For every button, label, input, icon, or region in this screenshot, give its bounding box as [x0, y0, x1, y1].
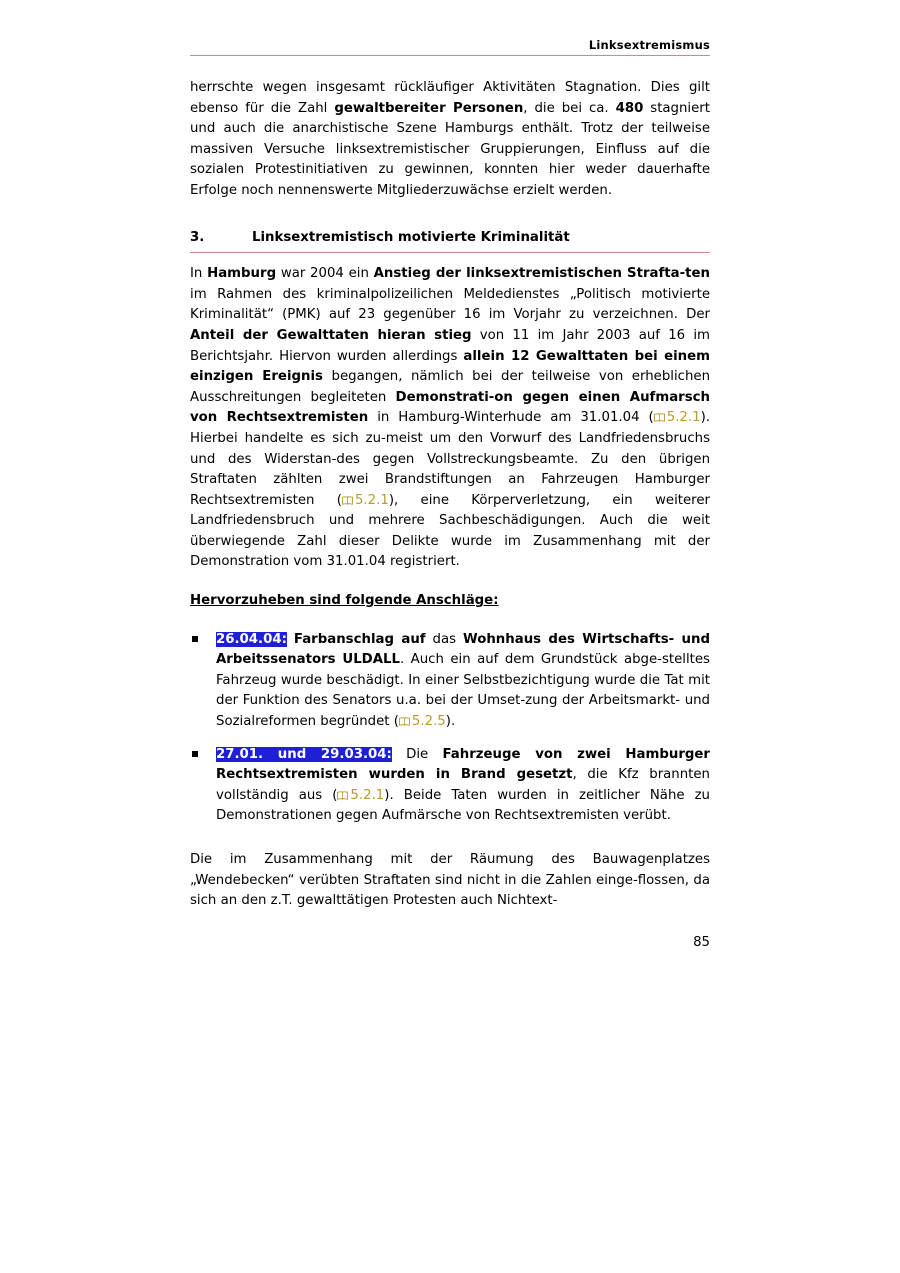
spacer: [190, 612, 710, 630]
item1-text-2: das: [425, 631, 463, 647]
subheading: Hervorzuheben sind folgende Anschläge:: [190, 593, 499, 609]
body-paragraph: [190, 264, 710, 573]
spacer: [190, 253, 710, 264]
body-bold-1: Hamburg: [207, 266, 277, 282]
item1-text-4: ).: [445, 714, 456, 730]
cross-reference-1[interactable]: [654, 410, 701, 425]
item1-text-3: . Auch ein auf dem Grundstück abge-stelltes Fahrzeug wurde beschädigt. In einer Selbstbezichtigung wurde die Tat mit der Funktion des Senators u.a. bei der Umset-zung der Arbeitsmarkt- und Sozialreformen begründet (: [216, 652, 710, 730]
section-title: Linksextremistisch motivierte Kriminalität: [252, 229, 570, 245]
intro-text-2: , die bei ca.: [523, 100, 616, 116]
cross-reference-4[interactable]: [337, 788, 384, 803]
cross-reference-1-label: 5.2.1: [666, 410, 701, 426]
page-content: [190, 78, 711, 950]
cross-reference-4-label: 5.2.1: [350, 787, 385, 803]
body-bold-5: Demonstrati-on gegen einen Aufmarsch von Rechtsextremisten: [190, 389, 710, 426]
item2-text-3: ). Beide Taten wurden in zeitlicher Nähe zu Demonstrationen gegen Aufmärsche von Rechtsextremisten verübt.: [216, 787, 710, 824]
body-bold-4: allein 12 Gewalttaten bei einem einzigen Ereignis: [190, 348, 711, 385]
section-heading: [190, 228, 710, 254]
item1-bold-1: Farbanschlag auf: [293, 631, 426, 647]
page-number: 85: [693, 935, 710, 950]
body-bold-2: Anstieg der linksextremistischen Strafta-ten: [373, 266, 710, 282]
highlighted-date-2: 27.01. und 29.03.04:: [216, 746, 392, 762]
intro-bold-1: gewaltbereiter Personen: [334, 100, 524, 116]
list-item: [190, 745, 710, 827]
book-icon: [337, 791, 348, 800]
cross-reference-2[interactable]: [342, 493, 389, 508]
spacer: [190, 573, 710, 591]
item2-text-1: Die: [391, 746, 443, 762]
intro-text-3: stagniert und auch die anarchistische Szene Hamburgs enthält. Trotz der teilweise massiven Versuche linksextremistischer Gruppierungen, Einfluss auf die sozialen Protestinitiativen zu gewinnen, konnten hier weder dauerhafte Erfolge noch nennenswerte Mitgliederzuwächse erzielt werden.: [190, 100, 710, 198]
body-bold-3: Anteil der Gewalttaten hieran stieg: [190, 327, 472, 343]
section-number: 3.: [190, 229, 205, 245]
incident-list: [190, 630, 710, 827]
book-icon: [399, 717, 410, 726]
closing-paragraph: Die im Zusammenhang mit der Räumung des Bauwagenplatzes „Wendebecken“ verübten Straftaten sind nicht in die Zahlen einge-flossen, da sich an den z.T. gewalttätigen Protesten auch Nichtext-: [190, 852, 710, 909]
intro-paragraph: [190, 78, 710, 202]
body-text-4: von 11 im Jahr 2003 auf 16 im Berichtsjahr. Hiervon wurden allerdings: [190, 327, 710, 364]
running-title: Linksextremismus: [588, 38, 710, 52]
item1-text-1: [287, 632, 294, 647]
highlighted-date-1: 26.04.04:: [216, 631, 287, 647]
body-text-5: begangen, nämlich bei der teilweise von erheblichen Ausschreitungen begleiteten: [190, 369, 710, 405]
body-text-7: ). Hierbei handelte es sich zu-meist um den Vorwurf des Landfriedensbruchs und des Widerstan-des gegen Vollstreckungsbeamte. Zu den übrigen Straftaten zählten zwei Brandstiftungen an Fahrzeugen Hamburger Rechtsextremisten (: [190, 410, 710, 508]
cross-reference-3-label: 5.2.5: [411, 714, 446, 730]
header-divider: [190, 55, 710, 56]
item2-text-2: , die Kfz brannten vollständig aus (: [216, 767, 710, 803]
item2-bold-1: Fahrzeuge von zwei Hamburger Rechtsextremisten wurden in Brand gesetzt: [216, 746, 710, 783]
cross-reference-2-label: 5.2.1: [354, 492, 389, 508]
body-text-8: ), eine Körperverletzung, ein weiterer Landfriedensbruch und mehrere Sachbeschädigungen. Auch die weit überwiegende Zahl dieser Delikte wurde im Zusammenhang mit der Demonstration vom 31.01.04 registriert.: [190, 492, 710, 570]
body-text-3: im Rahmen des kriminalpolizeilichen Meldedienstes „Politisch motivierte Kriminalität“ (PMK) auf 23 gegenüber 16 im Vorjahr zu verzeichnen. Der: [190, 286, 710, 323]
body-text-6: in Hamburg-Winterhude am 31.01.04 (: [368, 410, 654, 426]
spacer: [190, 839, 710, 850]
cross-reference-3[interactable]: [399, 714, 446, 729]
bullet-marker-icon: [192, 751, 198, 757]
body-text-1: In: [190, 266, 208, 282]
book-icon: [654, 413, 665, 422]
intro-bold-2: 480: [615, 100, 644, 116]
intro-text-1: herrschte wegen insgesamt rückläufiger Aktivitäten Stagnation. Dies gilt ebenso für die Zahl: [190, 80, 710, 116]
bullet-marker-icon: [192, 636, 198, 642]
book-icon: [342, 496, 353, 505]
body-text-2: war 2004 ein: [276, 266, 374, 282]
list-item: [190, 630, 710, 733]
spacer: [190, 202, 710, 228]
page-header: [190, 38, 710, 56]
item1-bold-2: Wohnhaus des Wirtschafts- und Arbeitssenators ULDALL: [216, 631, 710, 668]
